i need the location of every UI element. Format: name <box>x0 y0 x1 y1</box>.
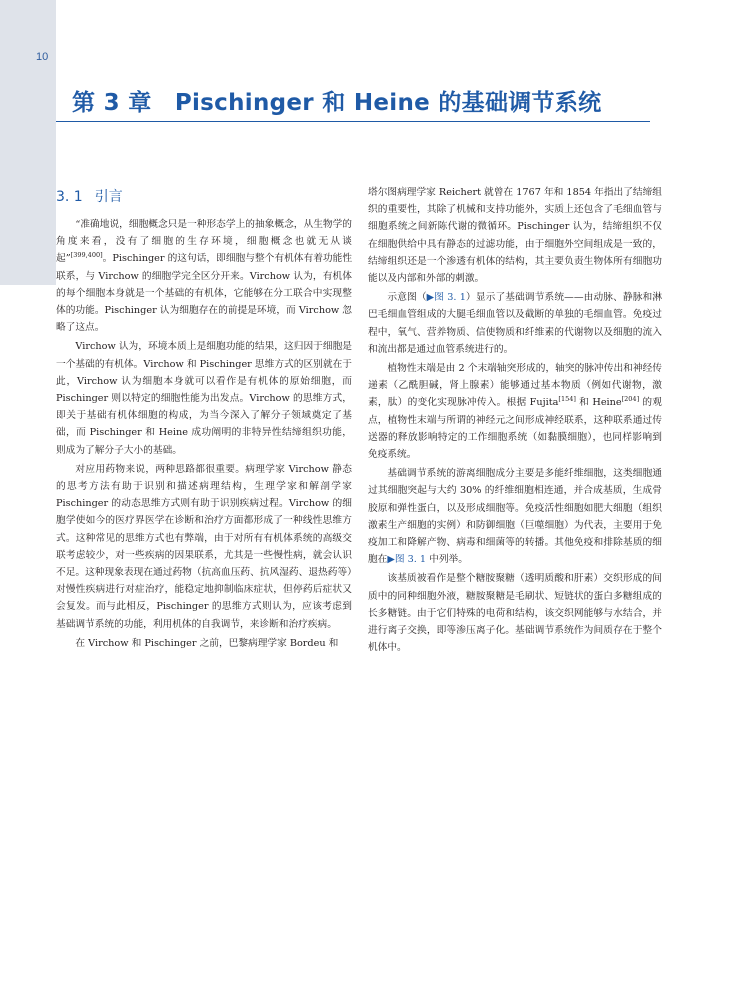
paragraph-text: 示意图（ <box>387 292 427 304</box>
paragraph <box>368 465 662 568</box>
figure-link[interactable]: ▶图 3. 1 <box>387 554 427 566</box>
paragraph-text: 。Pischinger 的这句话，即细胞与整个有机体有着功能性联系，与 Virchow 的细胞学完全区分开来。Virchow 认为，有机体的每个细胞本身就是一个基础的有机体，它能够在分工联合中实现整体的功能。Pischinger 认为细胞存在的前提是环境，而 Virchow 忽略了这点。 <box>56 253 353 334</box>
figure-link[interactable]: ▶图 3. 1 <box>426 292 466 304</box>
citation[interactable]: [399,400] <box>70 251 103 260</box>
paragraph: 对应用药物来说，两种思路都很重要。病理学家 Virchow 静态的思考方法有助于识别和描述病理结构，生理学家和解剖学家 Pischinger 的动态思维方式则有助于识别疾病过程。Virchow 的细胞学使如今的医疗界医学在诊断和治疗方面都形成了一种线性思维方式。这种常见的思维方式也有弊端，由于对所有有机体系统的高级交联考虑较少，对一些疾病的因果联系，尤其是一些慢性病，就会认识不足。这种现象表现在通过药物（抗高血压药、抗风湿药、退热药等）对慢性疾病进行对症治疗，能稳定地抑制临床症状，但停药后症状又会复发。而与此相反，Pischinger 的思维方式则认为，应该考虑到基础调节系统的功能，利用机体的自我调节，来诊断和治疗疾病。 <box>56 463 352 630</box>
paragraph-text: 和 Heine <box>575 397 622 409</box>
citation[interactable]: [204] <box>621 395 640 404</box>
page-number: 10 <box>36 51 49 63</box>
citation[interactable]: [154] <box>558 395 576 404</box>
paragraph <box>368 289 662 358</box>
paragraph: 塔尔图病理学家 Reichert 就曾在 1767 年和 1854 年指出了结缔组织的重要性，其除了机械和支持功能外，实质上还包含了毛细血管与细胞系统之间新陈代谢的微循环。Pischinger 认为，结缔组织不仅在细胞供给中具有静态的过滤功能，由于细胞外空间组成是一致的，结缔组织还是一个渗透有机体的结构，其主要负责生物体所有细胞功能以及内部和外部的刺激。 <box>368 187 662 285</box>
right-column <box>368 184 662 658</box>
paragraph-text: 的观点，植物性末端与所谓的神经元之间形成神经联系，这种联系通过传送器的释放影响特定的工作细胞系统（如黏膜细胞），也同样影响到免疫系统。 <box>368 397 662 461</box>
paragraph <box>368 360 662 463</box>
section-title: 引言 <box>94 189 123 205</box>
paragraph-text: 植物性末端是由 2 个末端轴突形成的，轴突的脉冲传出和神经传递素（乙酰胆碱，肾上腺素）能够通过基本物质（例如代谢物，激素，肽）的变化实现脉冲传入。根据 Fujita <box>368 363 662 409</box>
paragraph-text: “准确地说，细胞概念只是一种形态学上的抽象概念，从生物学的角度来看，没有了细胞的生存环境，细胞概念也就无从谈起” <box>56 219 352 265</box>
paragraph: Virchow 认为，环境本质上是细胞功能的结果，这归因于细胞是一个基础的有机体。Virchow 和 Pischinger 思维方式的区别就在于此，Virchow 认为细胞本身就可以看作是有机体的原始细胞，而 Pischinger 则以特定的细胞性能为出发点。Virchow 的思维方式，即关于基础有机体细胞的构成，为当今深入了解分子领域奠定了基础，而 Pischinger 和 Heine 成功阐明的非特异性结缔组织功能，则成为了解分子大小的基础。 <box>56 341 352 456</box>
paragraph <box>56 216 352 336</box>
title-divider <box>56 121 650 122</box>
paragraph-text: ）显示了基础调节系统——由动脉、静脉和淋巴毛细血管组成的大腿毛细血管以及截断的单独的毛细血管。免疫过程中，氧气、营养物质、信使物质和纤维素的代谢物以及细胞的流入和流出都是通过血管系统进行的。 <box>368 292 663 355</box>
section-number: 3. 1 <box>56 189 83 205</box>
page-side-tab <box>0 0 56 285</box>
left-column <box>56 216 352 654</box>
paragraph-text: 中列举。 <box>426 554 468 566</box>
section-heading <box>56 186 123 206</box>
paragraph-text: 基础调节系统的游离细胞成分主要是多能纤维细胞，这类细胞通过其细胞突起与大约 30% 的纤维细胞相连通，并合成基质，生成骨胶原和弹性蛋白，以及形成细胞等。免疫活性细胞如肥大细胞（组织激素生产细胞的实例）和防御细胞（巨噬细胞）为代表，主要用于免疫加工和降解产物、病毒和细菌等的转播。其他免疫和排除基质的细胞在 <box>368 468 662 566</box>
paragraph: 在 Virchow 和 Pischinger 之前，巴黎病理学家 Bordeu 和 <box>75 637 339 649</box>
paragraph: 该基质被看作是整个糖胺聚糖（透明质酸和肝素）交织形成的间质中的同种细胞外液，糖胺聚糖是毛刷状、短链状的蛋白多糖组成的长多糖链。由于它们特殊的电荷和结构，该交织网能够与水结合，并进行离子交换，即等渗压离子化。基础调节系统作为间质存在于整个机体中。 <box>368 573 662 654</box>
chapter-title: 第 3 章 Pischinger 和 Heine 的基础调节系统 <box>72 90 602 116</box>
